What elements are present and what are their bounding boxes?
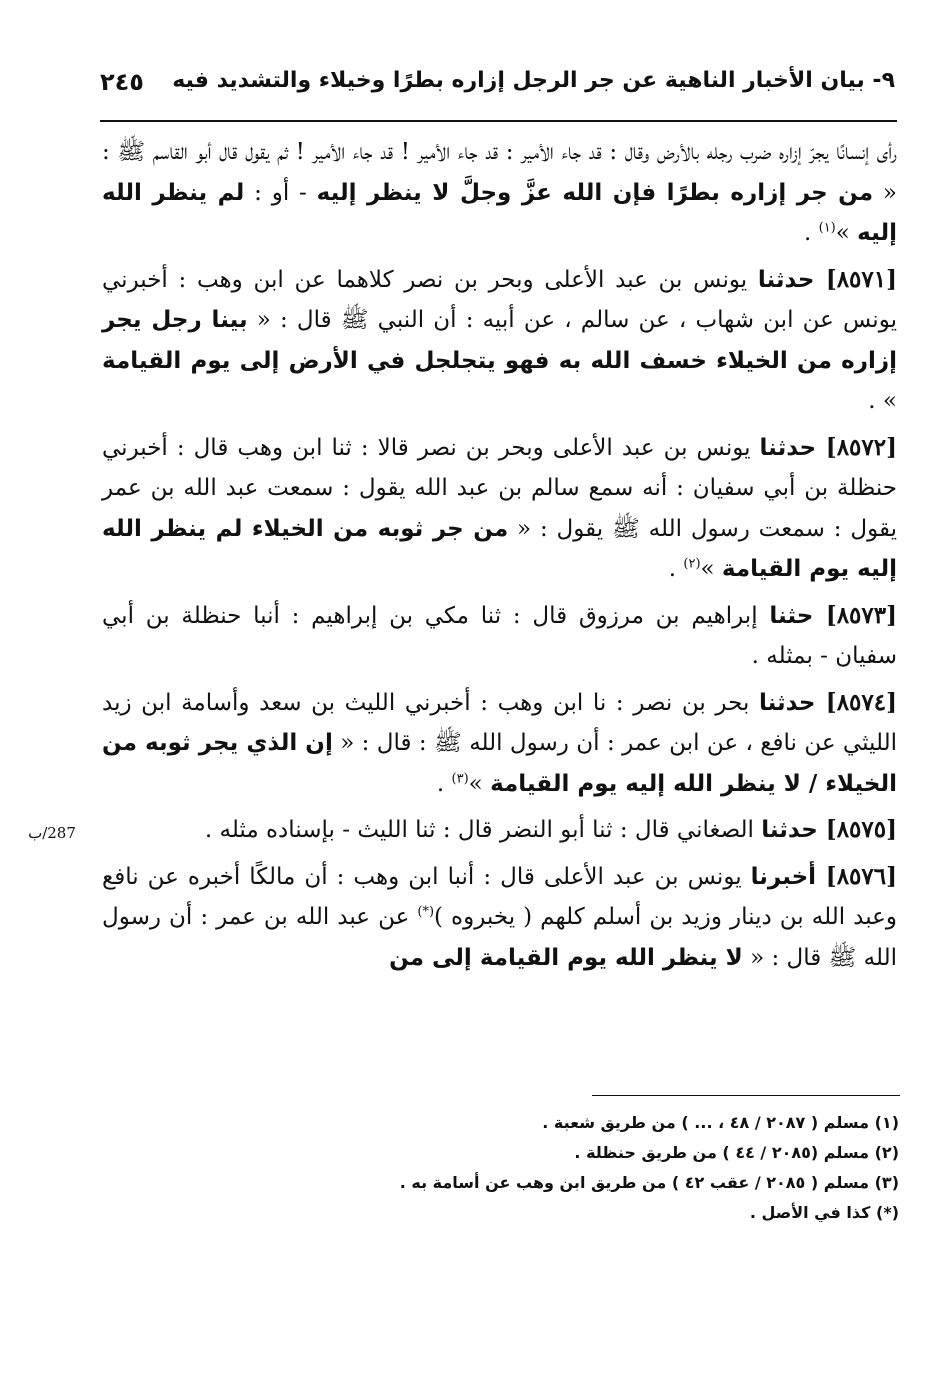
- footnotes: [102, 1108, 899, 1228]
- hadith-text: لا ينظر الله يوم القيامة إلى من: [389, 944, 743, 971]
- transmission-word: حدثنا: [759, 434, 826, 461]
- hadith-text: من جر ثوبه من الخيلاء لم ينظر الله إليه يوم القيامة: [102, 515, 897, 582]
- hadith-number: [٨٥٧٢]: [825, 433, 897, 461]
- transmission-word: حدثنا: [761, 817, 826, 843]
- text-segment: »: [468, 770, 491, 797]
- hadith-number: [٨٥٧١]: [825, 265, 898, 293]
- transmission-word: حدثنا: [758, 689, 826, 716]
- transmission-word: أخبرنا: [750, 863, 826, 890]
- hadith-8572: [102, 428, 897, 590]
- hadith-text: لم ينظر الله إليه: [102, 179, 897, 246]
- hadith-text: من جر إزاره بطرًا فإن الله عزَّ وجلَّ لا ينظر إليه: [316, 179, 874, 206]
- hadith-number: [٨٥٧٦]: [825, 862, 897, 890]
- main-text: [102, 132, 897, 984]
- manuscript-folio-note: 287/ب: [28, 824, 76, 842]
- transmission-word: حدثنا: [757, 266, 826, 293]
- footnote-ref: (٣): [451, 770, 469, 786]
- footnote-ref: (*): [417, 904, 435, 920]
- hadith-8576: [102, 857, 897, 979]
- page-number: ٢٤٥: [100, 68, 144, 96]
- hadith-8574: [102, 683, 897, 805]
- text-segment: عن عبد الله بن عمر : أن رسول الله ﷺ قال : «: [102, 904, 897, 971]
- text-segment: .: [803, 220, 819, 246]
- hadith-8573: [102, 596, 897, 677]
- page-header: [100, 68, 895, 108]
- text-segment: .: [668, 556, 684, 582]
- hadith-8571: [102, 260, 897, 422]
- text-segment: رأى إنسانًا يجرّ إزاره ضرب رجله بالأرض وقال : قد جاء الأمير : قد جاء الأمير ! قد جاء الأمير ! ثم يقول قال أبو القاسم ﷺ : «: [102, 139, 898, 206]
- hadith-number: [٨٥٧٣]: [825, 601, 898, 629]
- text-segment: يونس بن عبد الأعلى وبحر بن نصر كلاهما عن ابن وهب : أخبرني يونس عن ابن شهاب ، عن سالم ، عن أبيه : أن النبي ﷺ قال : «: [102, 266, 897, 333]
- footnote-1: (١) مسلم ( ٢٠٨٧ / ٤٨ ، ... ) من طريق شعبة .: [542, 1113, 899, 1132]
- footnote-ref: (٢): [683, 556, 701, 572]
- text-segment: بحر بن نصر : نا ابن وهب : أخبرني الليث بن سعد وأسامة ابن زيد الليثي عن نافع ، عن ابن عمر : أن رسول الله ﷺ : قال : «: [102, 689, 897, 756]
- text-segment: يونس بن عبد الأعلى وبحر بن نصر قالا : ثنا ابن وهب قال : أخبرني حنظلة بن أبي سفيان : أنه سمع سالم بن عبد الله يقول : سمعت عبد الله بن عمر يقول : سمعت رسول الله ﷺ يقول : «: [102, 434, 897, 542]
- paragraph-continuation: [102, 132, 897, 254]
- text-segment: الصغاني قال : ثنا أبو النضر قال : ثنا الليث - بإسناده مثله .: [204, 817, 762, 843]
- footnote-ref: (١): [818, 220, 836, 236]
- text-segment: يونس بن عبد الأعلى قال : أنبا ابن وهب : أن مالكًا أخبره عن نافع وعبد الله بن دينار وزيد بن أسلم كلهم ( يخبروه ): [102, 863, 898, 930]
- hadith-text: بينا رجل يجر إزاره من الخيلاء خسف الله به فهو يتجلجل في الأرض إلى يوم القيامة: [102, 307, 897, 374]
- running-title: ٩- بيان الأخبار الناهية عن جر الرجل إزاره بطرًا وخيلاء والتشديد فيه: [172, 68, 895, 93]
- text-segment: .: [436, 770, 452, 797]
- hadith-text: إن الذي يجر ثوبه من الخيلاء / لا ينظر الله إليه يوم القيامة: [102, 730, 897, 797]
- transmission-word: حثنا: [769, 602, 826, 629]
- hadith-8575: [102, 810, 897, 851]
- footnote-rule: [592, 1095, 900, 1096]
- footnote-3: (٣) مسلم ( ٢٠٨٥ / عقب ٤٢ ) من طريق ابن وهب عن أسامة به .: [399, 1173, 899, 1192]
- text-segment: - أو :: [244, 179, 317, 206]
- text-segment: »: [700, 556, 722, 582]
- footnote-asterisk: (*) كذا في الأصل .: [749, 1203, 899, 1222]
- text-segment: »: [835, 220, 858, 246]
- footnote-2: (٢) مسلم (٢٠٨٥ / ٤٤ ) من طريق حنظلة .: [574, 1143, 899, 1162]
- hadith-number: [٨٥٧٤]: [825, 688, 897, 716]
- text-segment: » .: [868, 388, 897, 414]
- header-rule: [100, 120, 897, 122]
- hadith-number: [٨٥٧٥]: [825, 816, 897, 843]
- text-segment: إبراهيم بن مرزوق قال : ثنا مكي بن إبراهيم : أنبا حنظلة بن أبي سفيان - بمثله .: [102, 602, 897, 669]
